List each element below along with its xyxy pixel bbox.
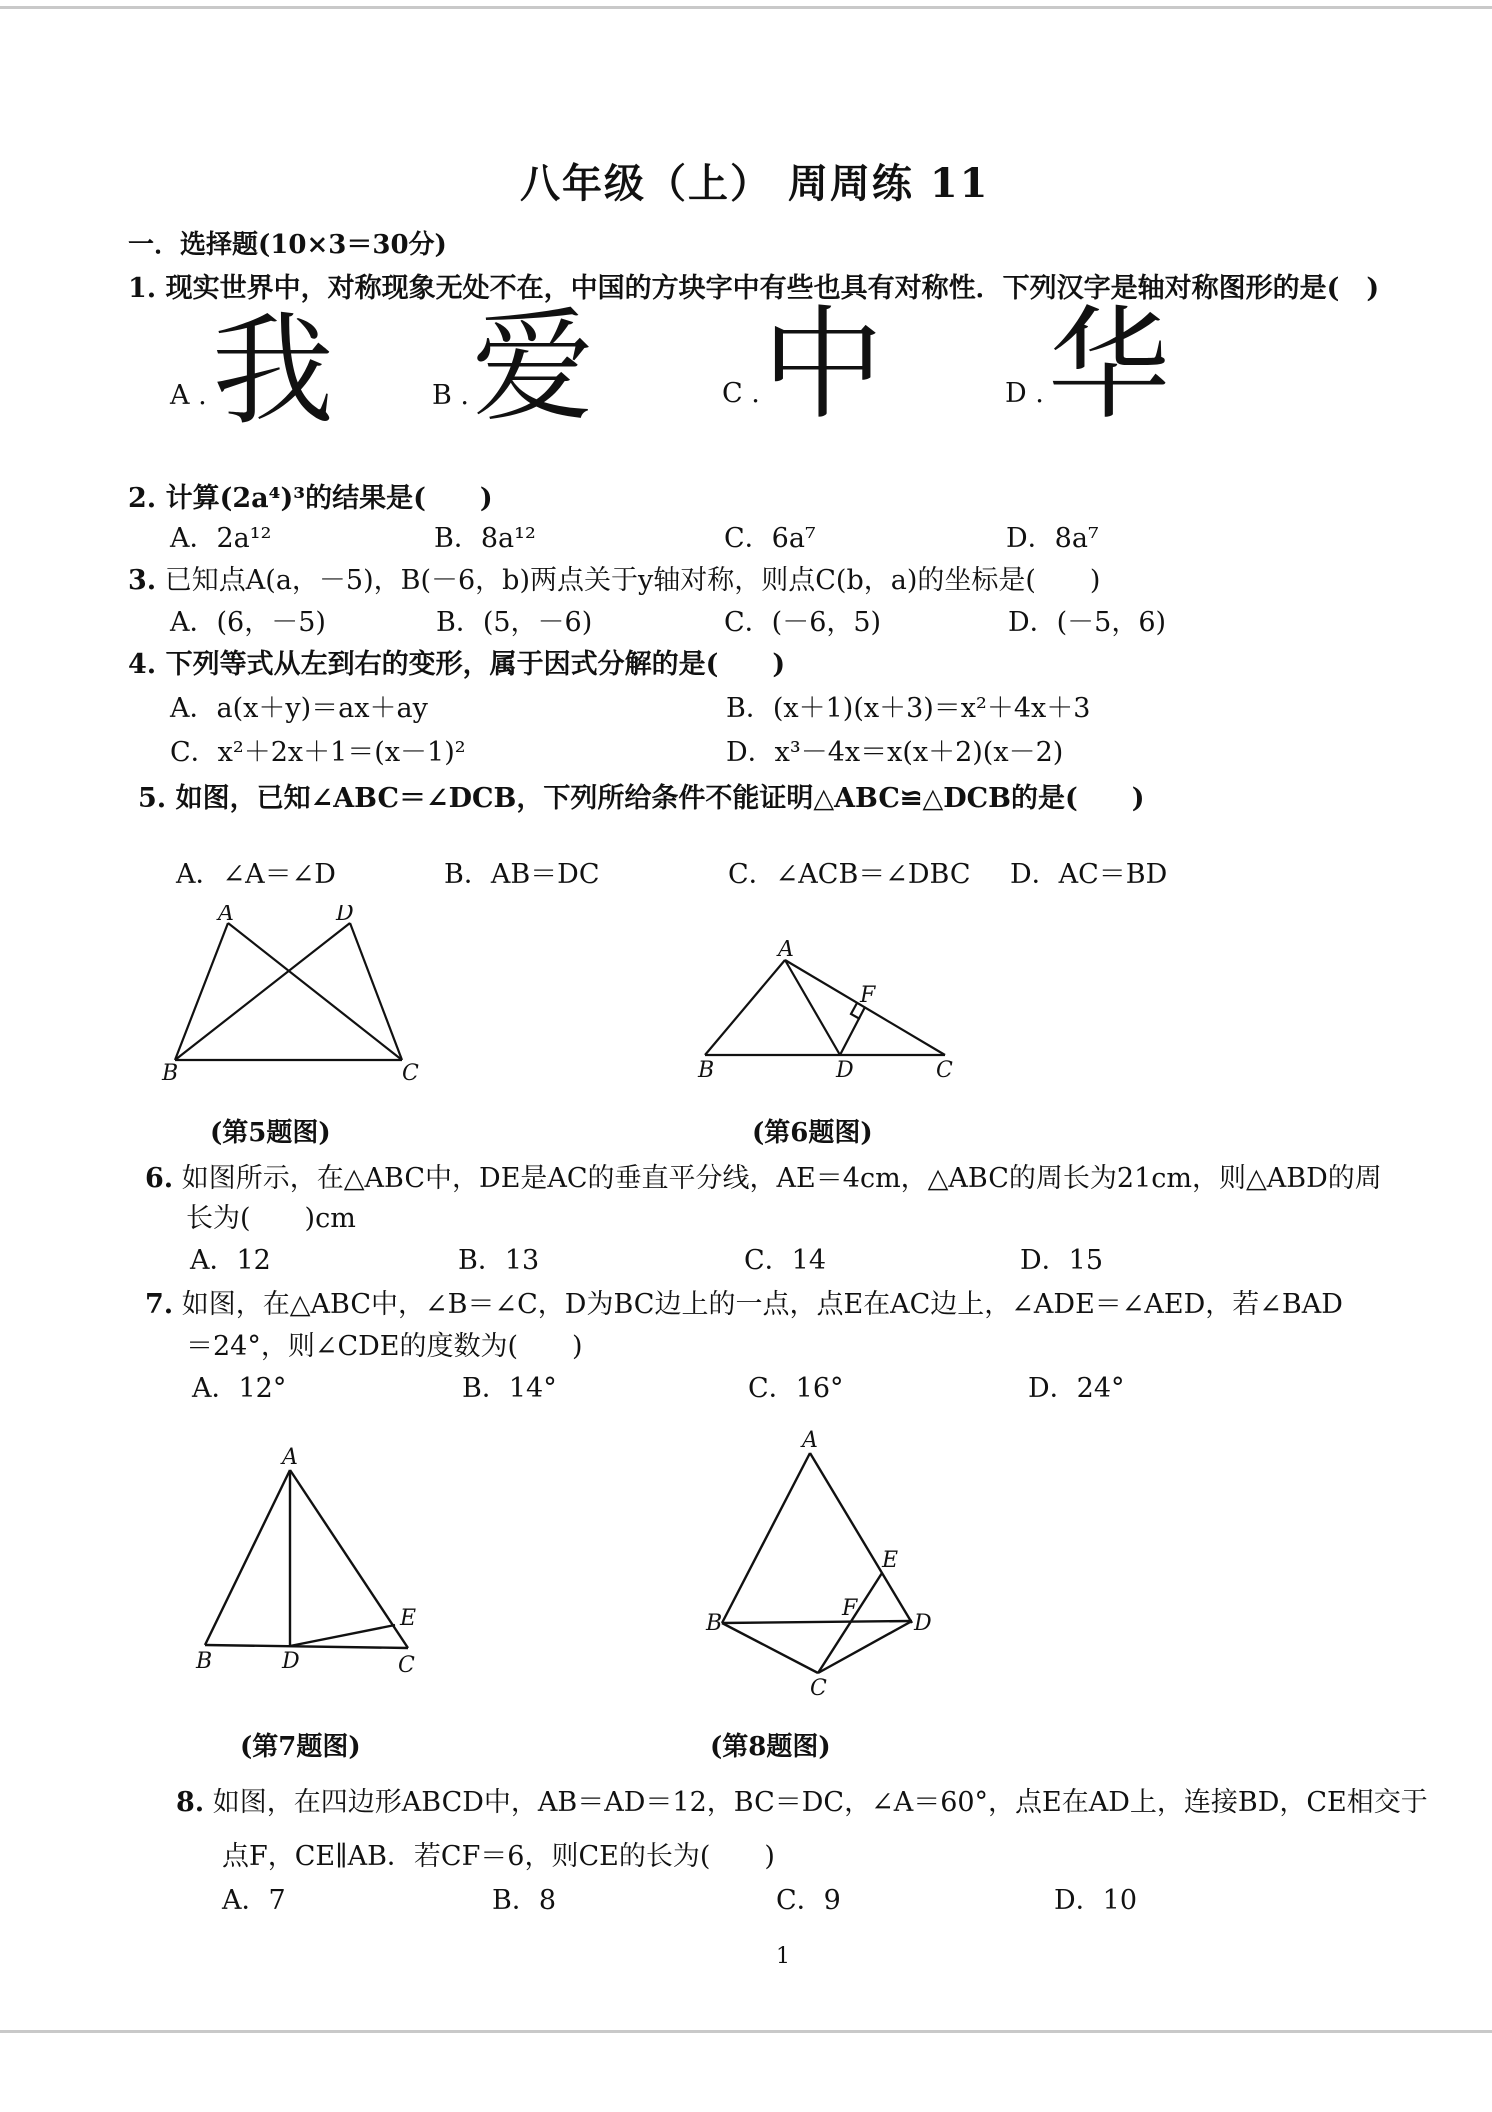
question-7-line2: ＝24°，则∠CDE的度数为( ) — [186, 1331, 583, 1362]
q2-option-a: A．2a¹² — [170, 523, 272, 554]
section-heading: 一．选择题(10×3＝30分) — [128, 230, 447, 260]
question-6-line2: 长为( )cm — [186, 1203, 356, 1234]
figure-5 — [150, 905, 430, 1085]
fig7-label-a: A — [282, 1445, 298, 1470]
question-text-line1: 如图，在四边形ABCD中，AB＝AD＝12，BC＝DC，∠A＝60°，点E在AD上，连接BD，CE相交于 — [212, 1787, 1428, 1818]
fig6-label-c: C — [936, 1058, 953, 1083]
q8-option-d: D．10 — [1054, 1885, 1138, 1916]
q3-option-b: B．(5，－6) — [436, 607, 593, 638]
figure-6 — [690, 940, 970, 1085]
question-4 — [128, 642, 785, 681]
fig8-label-b: B — [706, 1611, 723, 1636]
q7-option-a: A．12° — [192, 1373, 287, 1404]
fig8-label-e: E — [882, 1548, 899, 1573]
q7-option-c: C．16° — [748, 1373, 844, 1404]
q6-option-b: B．13 — [458, 1245, 540, 1276]
fig6-label-d: D — [836, 1058, 854, 1083]
q1-option-b-label: B . — [432, 380, 470, 411]
q5-option-d: D．AC＝BD — [1010, 859, 1168, 890]
question-text: 如图，已知∠ABC＝∠DCB，下列所给条件不能证明△ABC≌△DCB的是( ) — [175, 783, 1145, 814]
fig6-label-f: F — [860, 983, 876, 1008]
figure-6-caption: (第6题图) — [752, 1118, 873, 1148]
q1-option-d-char: 华 — [1048, 294, 1170, 436]
q4-option-a: A．a(x＋y)＝ax＋ay — [170, 693, 428, 724]
question-number: 8. — [176, 1787, 205, 1818]
question-text-line1: 如图所示，在△ABC中，DE是AC的垂直平分线，AE＝4cm，△ABC的周长为21cm，则△ABD的周 — [181, 1163, 1382, 1194]
q5-option-b: B．AB＝DC — [444, 859, 600, 890]
figure-5-caption: (第5题图) — [210, 1118, 331, 1148]
q4-option-b: B．(x＋1)(x＋3)＝x²＋4x＋3 — [726, 693, 1091, 724]
question-2 — [128, 476, 493, 515]
question-7 — [145, 1282, 1343, 1321]
fig7-label-c: C — [398, 1653, 415, 1678]
q2-option-c: C．6a⁷ — [724, 523, 816, 554]
fig7-label-b: B — [196, 1649, 213, 1674]
figure-7-caption: (第7题图) — [240, 1732, 361, 1762]
fig6-label-b: B — [698, 1058, 715, 1083]
fig5-label-b: B — [162, 1061, 179, 1085]
question-8-line2: 点F，CE∥AB．若CF＝6，则CE的长为( ) — [222, 1841, 775, 1872]
question-text: 计算(2a⁴)³的结果是( ) — [165, 483, 493, 514]
page-title: 八年级（上） 周周练 11 — [520, 160, 990, 207]
question-text: 下列等式从左到右的变形，属于因式分解的是( ) — [165, 649, 786, 680]
question-number: 4. — [128, 649, 157, 680]
q5-option-c: C．∠ACB＝∠DBC — [728, 859, 971, 890]
figure-8 — [700, 1425, 950, 1705]
q7-option-d: D．24° — [1028, 1373, 1125, 1404]
question-number: 2. — [128, 483, 157, 514]
figure-7 — [190, 1440, 430, 1680]
question-text: 现实世界中，对称现象无处不在，中国的方块字中有些也具有对称性．下列汉字是轴对称图形的是( ) — [165, 273, 1380, 304]
q6-option-c: C．14 — [744, 1245, 827, 1276]
scan-bottom-edge — [0, 2030, 1492, 2033]
fig8-label-a: A — [802, 1428, 818, 1453]
q4-option-d: D．x³－4x＝x(x＋2)(x－2) — [726, 737, 1064, 768]
q1-option-b-char: 爱 — [472, 296, 594, 438]
fig5-label-a: A — [218, 905, 234, 926]
page-number: 1 — [776, 1944, 790, 1969]
question-number: 5. — [138, 783, 167, 814]
fig8-label-c: C — [810, 1676, 827, 1701]
fig6-label-a: A — [778, 940, 794, 962]
q3-option-d: D．(－5，6) — [1008, 607, 1167, 638]
scan-top-edge — [0, 6, 1492, 9]
q6-option-a: A．12 — [190, 1245, 271, 1276]
q2-option-b: B．8a¹² — [434, 523, 536, 554]
q8-option-b: B．8 — [492, 1885, 557, 1916]
q3-option-c: C．(－6，5) — [724, 607, 882, 638]
question-number: 1. — [128, 273, 157, 304]
fig8-label-f: F — [842, 1596, 858, 1621]
question-6 — [145, 1156, 1382, 1195]
q8-option-a: A．7 — [222, 1885, 286, 1916]
q8-option-c: C．9 — [776, 1885, 841, 1916]
q6-option-d: D．15 — [1020, 1245, 1104, 1276]
q1-option-d-label: D . — [1005, 378, 1044, 409]
question-text-line1: 如图，在△ABC中，∠B＝∠C，D为BC边上的一点，点E在AC边上，∠ADE＝∠AED，若∠BAD — [181, 1289, 1343, 1320]
q3-option-a: A．(6，－5) — [170, 607, 326, 638]
fig7-label-e: E — [400, 1606, 417, 1631]
question-number: 7. — [145, 1289, 174, 1320]
question-text: 已知点A(a，－5)，B(－6，b)两点关于y轴对称，则点C(b，a)的坐标是( ) — [164, 565, 1101, 596]
q1-option-a-label: A . — [170, 380, 207, 411]
q1-option-a-char: 我 — [212, 300, 334, 442]
q7-option-b: B．14° — [462, 1373, 557, 1404]
question-5 — [138, 776, 1145, 815]
fig5-label-d: D — [336, 905, 354, 926]
question-3 — [128, 558, 1100, 597]
q1-option-c-char: 中 — [762, 294, 884, 436]
q1-option-c-label: C . — [722, 378, 760, 409]
q5-option-a: A．∠A＝∠D — [176, 859, 336, 890]
fig8-label-d: D — [914, 1611, 932, 1636]
fig5-label-c: C — [402, 1061, 419, 1085]
question-number: 6. — [145, 1163, 174, 1194]
question-number: 3. — [128, 565, 157, 596]
q2-option-d: D．8a⁷ — [1006, 523, 1099, 554]
fig7-label-d: D — [282, 1649, 300, 1674]
question-8 — [176, 1780, 1428, 1819]
figure-8-caption: (第8题图) — [710, 1732, 831, 1762]
q4-option-c: C．x²＋2x＋1＝(x－1)² — [170, 737, 466, 768]
